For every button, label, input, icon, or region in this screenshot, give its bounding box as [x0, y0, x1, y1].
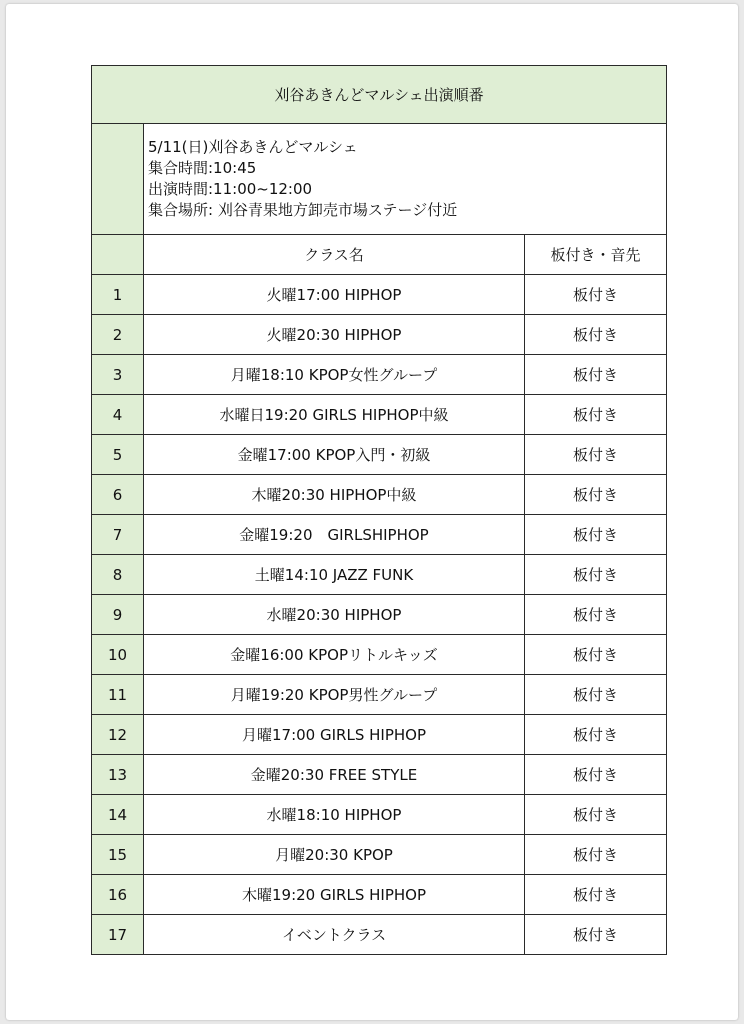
performance-time-line: 出演時間:11:00~12:00	[148, 180, 313, 198]
board-mode-cell: 板付き	[525, 515, 667, 555]
row-number: 4	[92, 395, 144, 435]
row-number: 9	[92, 595, 144, 635]
sheet-title: 刈谷あきんどマルシェ出演順番	[92, 66, 667, 124]
row-number: 7	[92, 515, 144, 555]
class-name-cell: 月曜17:00 GIRLS HIPHOP	[144, 715, 525, 755]
row-number: 2	[92, 315, 144, 355]
table-row	[92, 915, 667, 955]
row-number: 15	[92, 835, 144, 875]
document-page	[6, 4, 738, 1020]
header-gutter	[92, 235, 144, 275]
board-mode-cell: 板付き	[525, 875, 667, 915]
board-mode-cell: 板付き	[525, 715, 667, 755]
row-number: 13	[92, 755, 144, 795]
row-number: 16	[92, 875, 144, 915]
class-name-cell: 金曜16:00 KPOPリトルキッズ	[144, 635, 525, 675]
class-name-cell: 水曜18:10 HIPHOP	[144, 795, 525, 835]
row-number: 8	[92, 555, 144, 595]
board-mode-cell: 板付き	[525, 275, 667, 315]
board-mode-cell: 板付き	[525, 395, 667, 435]
board-mode-cell: 板付き	[525, 635, 667, 675]
class-name-cell: 月曜18:10 KPOP女性グループ	[144, 355, 525, 395]
board-mode-cell: 板付き	[525, 755, 667, 795]
assembly-place-line: 集合場所: 刈谷青果地方卸売市場ステージ付近	[148, 201, 458, 219]
class-name-cell: イベントクラス	[144, 915, 525, 955]
class-name-cell: 金曜20:30 FREE STYLE	[144, 755, 525, 795]
class-name-cell: 水曜20:30 HIPHOP	[144, 595, 525, 635]
assembly-time-line: 集合時間:10:45	[148, 159, 257, 177]
table-row	[92, 555, 667, 595]
table-row	[92, 275, 667, 315]
row-number: 17	[92, 915, 144, 955]
info-row	[92, 124, 667, 235]
table-row	[92, 635, 667, 675]
row-number: 3	[92, 355, 144, 395]
column-header-board: 板付き・音先	[525, 235, 667, 275]
table-row	[92, 595, 667, 635]
table-row	[92, 355, 667, 395]
board-mode-cell: 板付き	[525, 555, 667, 595]
class-name-cell: 水曜日19:20 GIRLS HIPHOP中級	[144, 395, 525, 435]
table-row	[92, 515, 667, 555]
class-name-cell: 金曜19:20 GIRLSHIPHOP	[144, 515, 525, 555]
table-row	[92, 675, 667, 715]
row-number: 10	[92, 635, 144, 675]
table-row	[92, 715, 667, 755]
board-mode-cell: 板付き	[525, 475, 667, 515]
column-header-class-name: クラス名	[144, 235, 525, 275]
table-row	[92, 755, 667, 795]
event-info	[144, 124, 667, 235]
title-row	[92, 66, 667, 124]
board-mode-cell: 板付き	[525, 435, 667, 475]
event-date-line: 5/11(日)刈谷あきんどマルシェ	[148, 138, 358, 156]
info-gutter	[92, 124, 144, 235]
board-mode-cell: 板付き	[525, 795, 667, 835]
row-number: 12	[92, 715, 144, 755]
table-row	[92, 315, 667, 355]
table-row	[92, 475, 667, 515]
board-mode-cell: 板付き	[525, 675, 667, 715]
class-name-cell: 土曜14:10 JAZZ FUNK	[144, 555, 525, 595]
row-number: 1	[92, 275, 144, 315]
class-name-cell: 火曜17:00 HIPHOP	[144, 275, 525, 315]
board-mode-cell: 板付き	[525, 315, 667, 355]
class-name-cell: 木曜19:20 GIRLS HIPHOP	[144, 875, 525, 915]
board-mode-cell: 板付き	[525, 595, 667, 635]
table-row	[92, 835, 667, 875]
class-name-cell: 火曜20:30 HIPHOP	[144, 315, 525, 355]
row-number: 6	[92, 475, 144, 515]
class-name-cell: 月曜19:20 KPOP男性グループ	[144, 675, 525, 715]
row-number: 11	[92, 675, 144, 715]
board-mode-cell: 板付き	[525, 835, 667, 875]
table-row	[92, 795, 667, 835]
board-mode-cell: 板付き	[525, 355, 667, 395]
row-number: 14	[92, 795, 144, 835]
class-name-cell: 木曜20:30 HIPHOP中級	[144, 475, 525, 515]
table-row	[92, 435, 667, 475]
board-mode-cell: 板付き	[525, 915, 667, 955]
table-row	[92, 395, 667, 435]
class-name-cell: 月曜20:30 KPOP	[144, 835, 525, 875]
table-row	[92, 875, 667, 915]
performance-order-table	[91, 65, 667, 955]
header-row	[92, 235, 667, 275]
class-name-cell: 金曜17:00 KPOP入門・初級	[144, 435, 525, 475]
row-number: 5	[92, 435, 144, 475]
